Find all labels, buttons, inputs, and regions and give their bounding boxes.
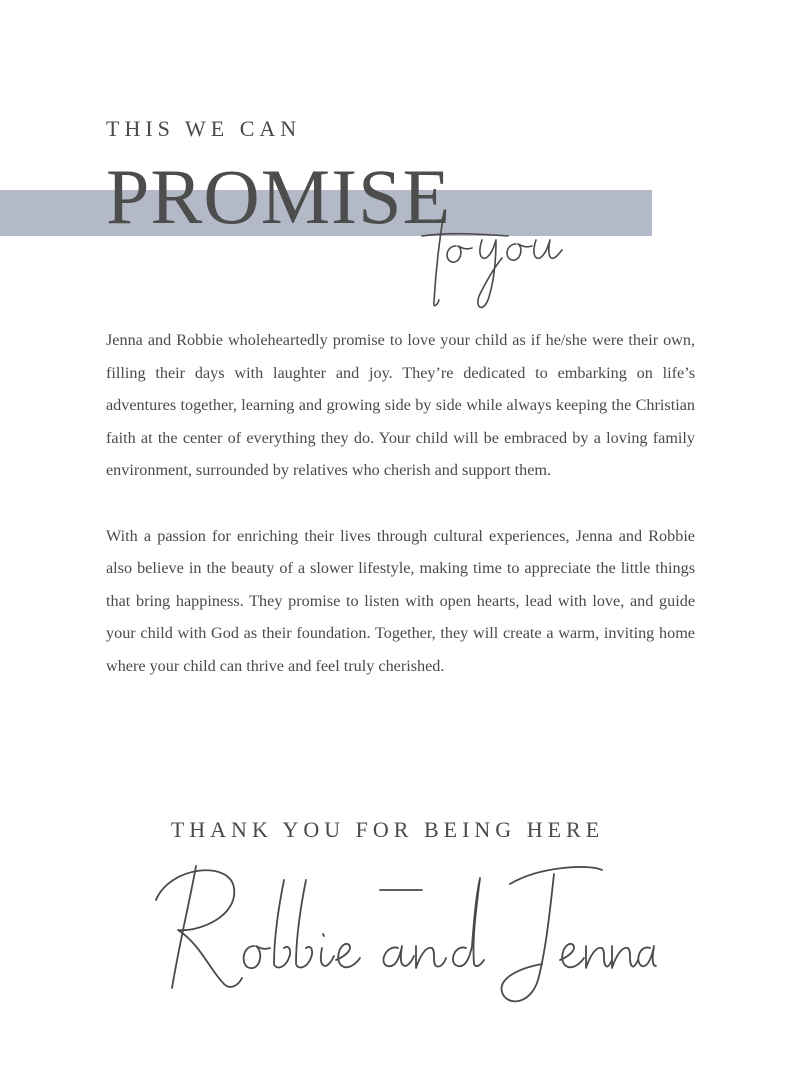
paragraph-2: With a passion for enriching their lives through cultural experiences, Jenna and Robbie also believe in the beauty of a slower lifestyle, making time to appreciate the little things that bring happiness. They promise to listen with open hearts, lead with love, and guide your child with God as their foundation. Together, they will create a warm, inviting home where your child can thrive and feel truly cherished. [106, 526, 695, 675]
page-title: PROMISE [106, 153, 452, 240]
signature-script [150, 860, 660, 1010]
paragraph-1: Jenna and Robbie wholeheartedly promise to love your child as if he/she were their own, filling their days with laughter and joy. They’re dedicated to embarking on life’s adventures together, learning and growing side by side while always keeping the Christian faith at the center of everything they do. Your child will be embraced by a loving family environment, surrounded by relatives who cherish and support them. [106, 331, 695, 480]
kicker-heading: THIS WE CAN [106, 116, 302, 141]
body-text [106, 324, 695, 715]
to-you-script [420, 206, 570, 316]
closing-heading: THANK YOU FOR BEING HERE [170, 817, 605, 842]
